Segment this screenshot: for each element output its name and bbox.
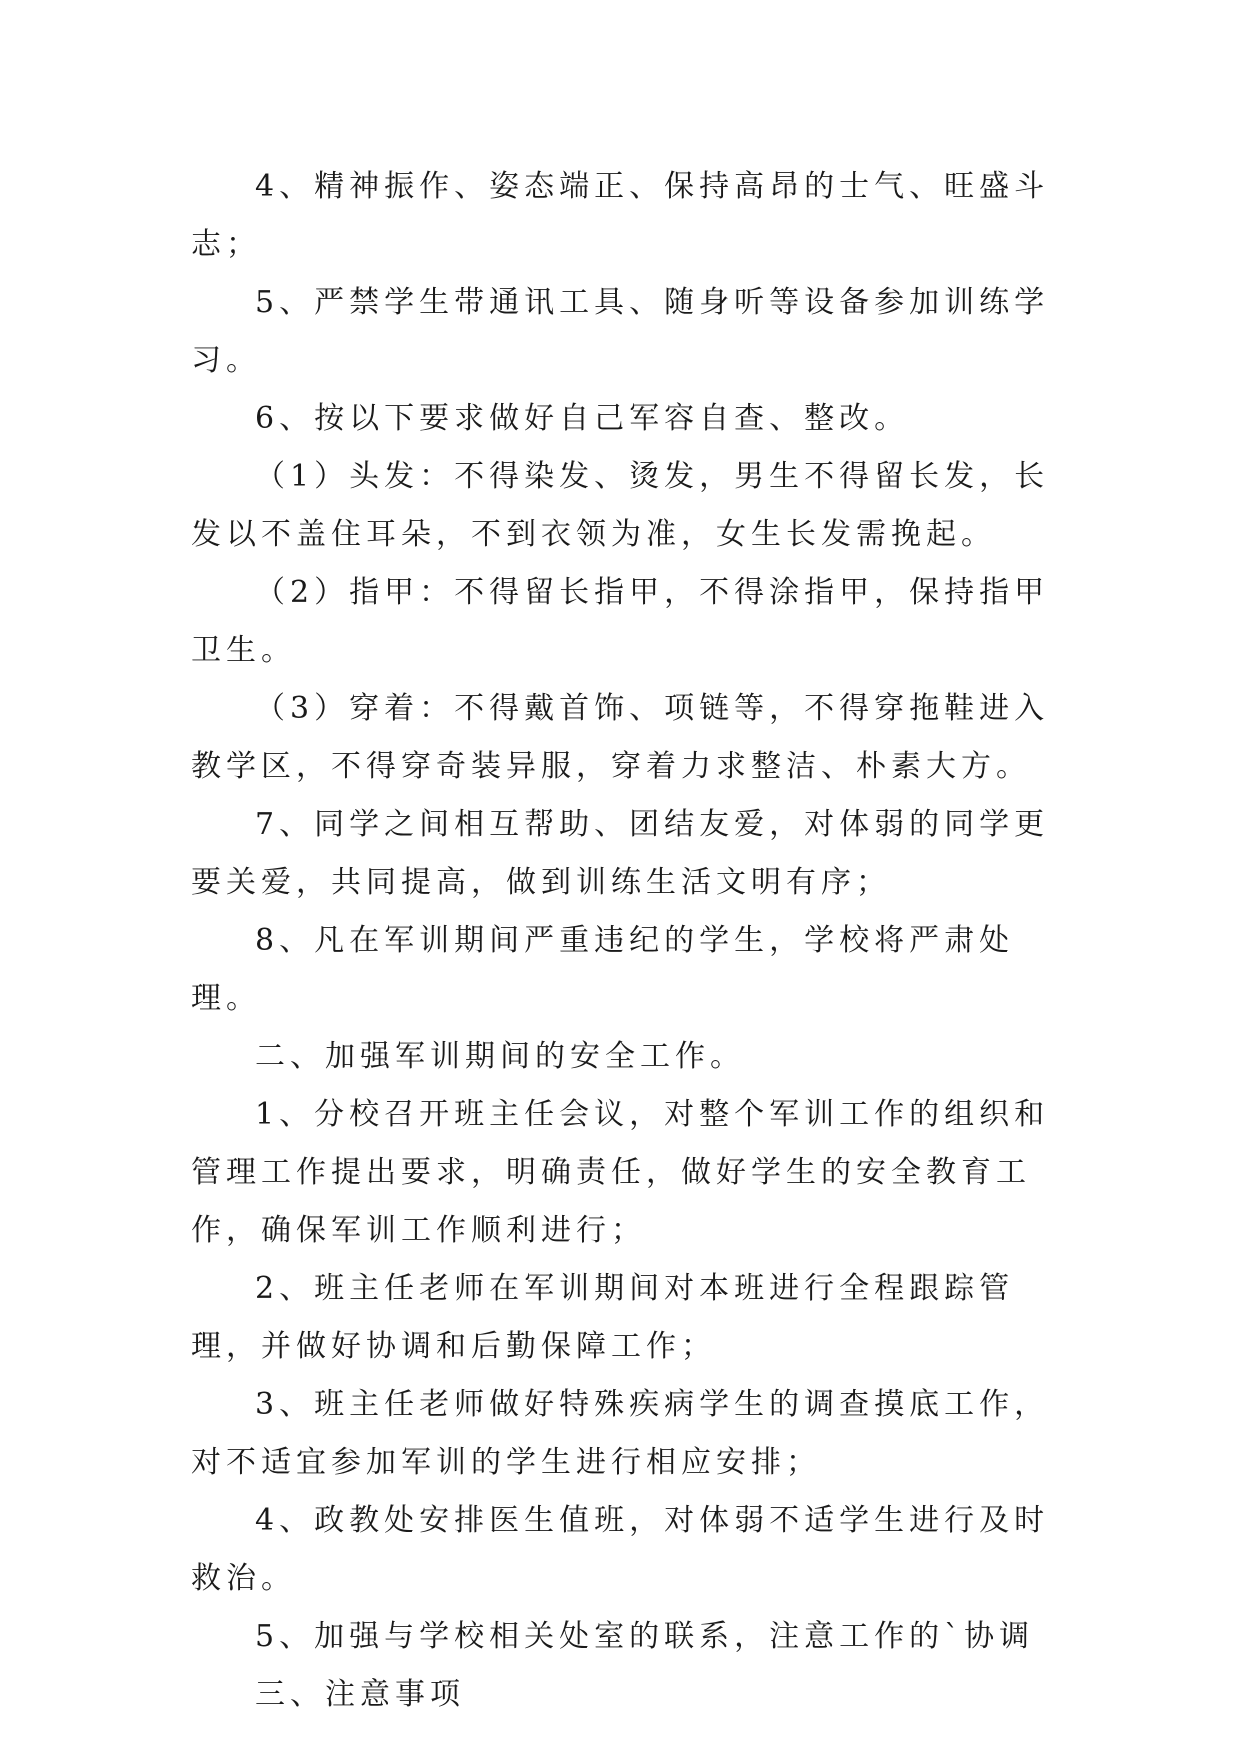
paragraph-item-6: 6、按以下要求做好自己军容自查、整改。 [255, 401, 910, 436]
paragraph-nail-rule: （2）指甲：不得留长指甲，不得涂指甲，保持指甲卫生。 [191, 575, 1050, 668]
paragraph-clothing-rule: （3）穿着：不得戴首饰、项链等，不得穿拖鞋进入教学区，不得穿奇装异服，穿着力求整洁、朴素大方。 [191, 691, 1050, 784]
paragraph-hair-rule: （1）头发：不得染发、烫发，男生不得留长发，长发以不盖住耳朵，不到衣领为准，女生长发需挽起。 [191, 459, 1050, 552]
paragraph-item-4: 4、精神振作、姿态端正、保持高昂的士气、旺盛斗志； [191, 169, 1050, 262]
paragraph-item-5: 5、严禁学生带通讯工具、随身听等设备参加训练学习。 [191, 285, 1050, 378]
document-body [191, 158, 1061, 1724]
paragraph-safety-5: 5、加强与学校相关处室的联系，注意工作的`协调 [255, 1619, 1035, 1654]
section-heading-safety: 二、加强军训期间的安全工作。 [255, 1039, 745, 1074]
paragraph-safety-1: 1、分校召开班主任会议，对整个军训工作的组织和管理工作提出要求，明确责任，做好学生的安全教育工作，确保军训工作顺利进行； [191, 1097, 1050, 1248]
paragraph-item-8: 8、凡在军训期间严重违纪的学生，学校将严肃处理。 [191, 923, 1015, 1016]
paragraph-item-7: 7、同学之间相互帮助、团结友爱，对体弱的同学更要关爱，共同提高，做到训练生活文明有序； [191, 807, 1050, 900]
section-heading-notes: 三、注意事项 [255, 1677, 465, 1712]
paragraph-safety-3: 3、班主任老师做好特殊疾病学生的调查摸底工作，对不适宜参加军训的学生进行相应安排； [191, 1387, 1050, 1480]
paragraph-safety-4: 4、政教处安排医生值班，对体弱不适学生进行及时救治。 [191, 1503, 1050, 1596]
paragraph-safety-2: 2、班主任老师在军训期间对本班进行全程跟踪管理，并做好协调和后勤保障工作； [191, 1271, 1015, 1364]
